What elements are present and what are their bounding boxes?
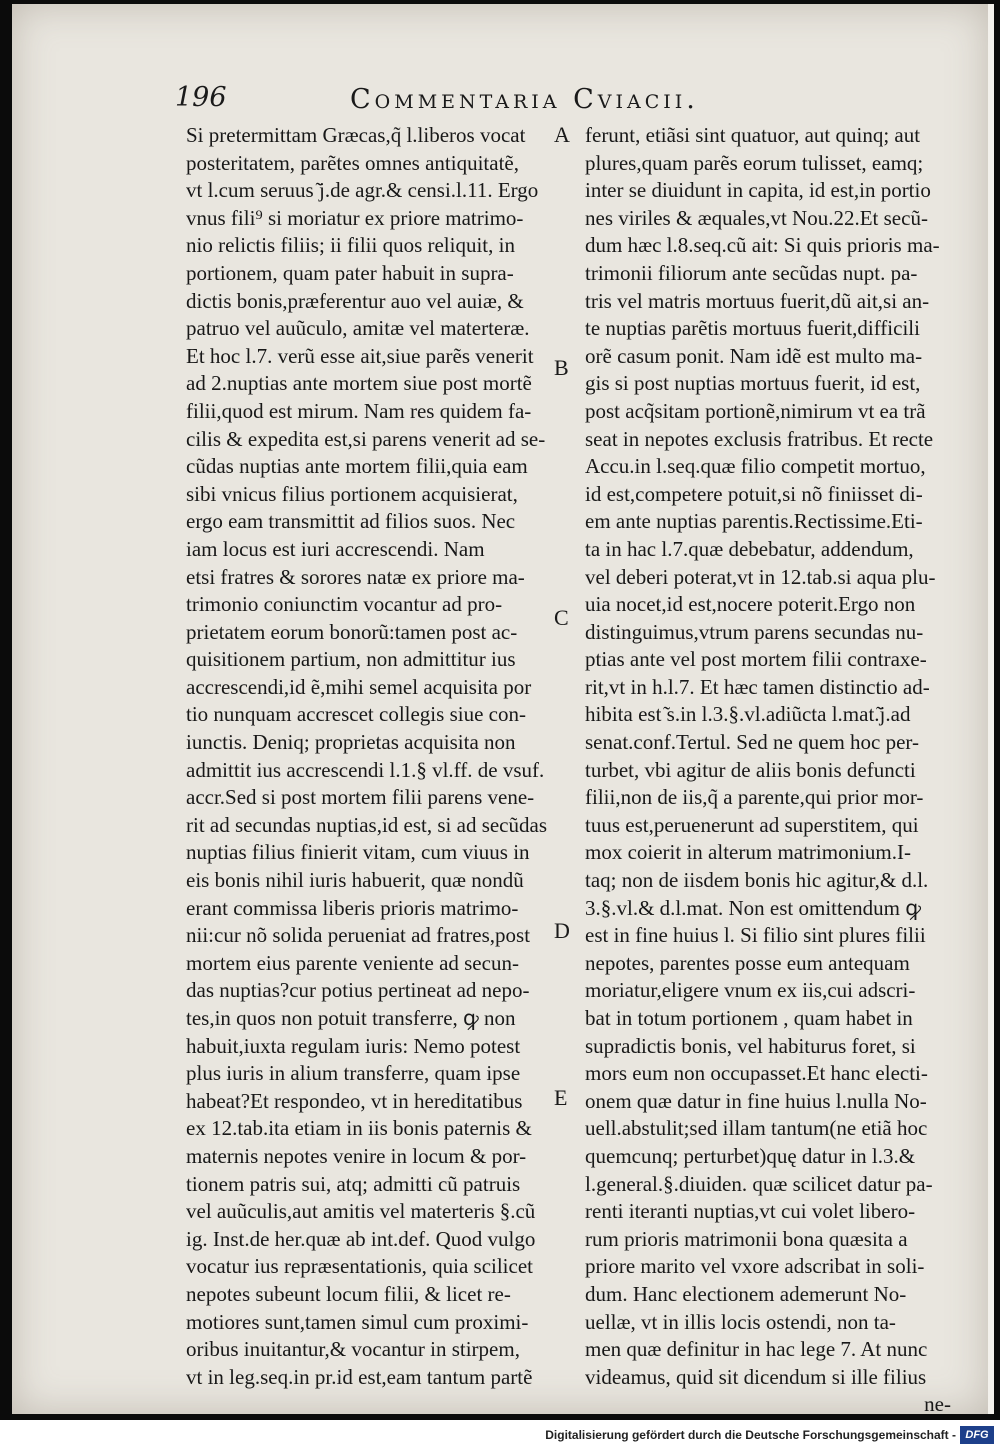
left-column-line: maternis nepotes venire in locum & por- bbox=[186, 1143, 527, 1168]
right-column-line: tuus est,peruenerunt ad superstitem, qui bbox=[585, 812, 919, 837]
right-column-line: gis si post nuptias mortuus fuerit, id est, bbox=[585, 371, 921, 396]
left-column-line: ig. Inst.de her.quæ ab int.def. Quod vulgo bbox=[186, 1226, 536, 1251]
left-column-line: vt l.cum seruus ͂j.de agr.& censi.l.11. Ergo bbox=[186, 178, 539, 203]
left-column-line: nio relictis filiis; ii filii quos reliquit, in bbox=[186, 233, 515, 258]
left-column-line: ex 12.tab.ita etiam in iis bonis paternis & bbox=[186, 1116, 532, 1141]
right-column-line: nes viriles & æquales,vt Nou.22.Et secũ- bbox=[585, 205, 928, 230]
left-column-line: filii,quod est mirum. Nam res quidem fa- bbox=[186, 398, 532, 423]
right-column-line: est in fine huius l. Si filio sint plures filii bbox=[585, 923, 926, 948]
left-column-line: Si pretermittam Græcas,q̃ l.liberos vocat bbox=[186, 123, 526, 147]
right-column-line: seat in nepotes exclusis fratribus. Et recte bbox=[585, 426, 934, 451]
right-column-line: renti iteranti nuptias,vt cui volet libero- bbox=[585, 1199, 916, 1224]
catchword: ne- bbox=[924, 1392, 951, 1417]
left-column-line: vel auũculis,aut amitis vel materteris §.cũ bbox=[186, 1199, 536, 1224]
left-column-line: posteritatem, parẽtes omnes antiquitatẽ, bbox=[186, 150, 519, 175]
left-column-line: trimonio coniunctim vocantur ad pro- bbox=[186, 592, 503, 617]
left-column-line: habuit,iuxta regulam iuris: Nemo potest bbox=[186, 1033, 521, 1058]
left-column-line: vt in leg.seq.in pr.id est,eam tantum partẽ bbox=[186, 1364, 533, 1389]
right-column-line: em ante nuptias parentis.Rectissime.Eti- bbox=[585, 509, 923, 534]
right-column-line: inter se diuidunt in capita, id est,in portio bbox=[585, 178, 931, 203]
right-column-line: rit,vt in h.l.7. Et hæc tamen distinctio ad- bbox=[585, 674, 930, 699]
left-column-line: cũdas nuptias ante mortem filii,quia eam bbox=[186, 454, 528, 479]
running-title: Commentaria Cviacii. bbox=[350, 84, 699, 115]
dfg-logo: DFG bbox=[960, 1426, 994, 1444]
right-column-line: id est,competere potuit,si nõ finiisset di- bbox=[585, 481, 923, 506]
right-column-line: vel deberi poterat,vt in 12.tab.si aqua plu- bbox=[585, 564, 936, 589]
right-column-line: mox coierit in alterum matrimonium.I- bbox=[585, 840, 912, 865]
left-column-line: das nuptias?cur potius pertineat ad nepo- bbox=[186, 978, 530, 1003]
right-column-line: post acq̃sitam portionẽ,nimirum vt ea trã bbox=[585, 398, 926, 423]
left-column-line: habeat?Et respondeo, vt in hereditatibus bbox=[186, 1088, 523, 1113]
right-column-line: bat in totum portionem , quam habet in bbox=[585, 1006, 913, 1030]
right-column-line: tris vel matris mortuus fuerit,dũ ait,si an- bbox=[585, 288, 930, 313]
right-column-line: uia nocet,id est,nocere poterit.Ergo non bbox=[585, 592, 916, 617]
left-column-line: cilis & expedita est,si parens venerit ad se- bbox=[186, 426, 546, 451]
left-column-line: patruo vel auũculo, amitæ vel materteræ. bbox=[186, 316, 530, 341]
left-text-column bbox=[186, 122, 556, 1391]
left-column-line: sibi vnicus filius portionem acquisierat, bbox=[186, 481, 518, 506]
right-column-line: uellæ, vt in illis locis ostendi, non ta- bbox=[585, 1309, 896, 1334]
left-column-line: mortem eius parente veniente ad secun- bbox=[186, 950, 519, 975]
right-column-line: supradictis bonis, vel habiturus foret, si bbox=[585, 1033, 916, 1058]
left-column-line: Et hoc l.7. verũ esse ait,siue parẽs venerit bbox=[186, 343, 534, 368]
margin-marker-b: B bbox=[554, 355, 569, 380]
left-column-line: motiores sunt,tamen simul cum proximi- bbox=[186, 1309, 529, 1334]
left-column-line: rit ad secundas nuptias,id est, si ad secũdas bbox=[186, 812, 547, 837]
right-column-line: orẽ casum ponit. Nam idẽ est multo ma- bbox=[585, 343, 923, 368]
right-column-line: ptias ante vel post mortem filii contraxe- bbox=[585, 647, 927, 672]
margin-marker-c: C bbox=[554, 605, 569, 630]
right-column-line: ferunt, etiãsi sint quatuor, aut quinq; aut bbox=[585, 123, 921, 147]
funding-credit: Digitalisierung gefördert durch die Deutsche Forschungsgemeinschaft - bbox=[545, 1428, 956, 1442]
right-column-line: distinguimus,vtrum parens secundas nu- bbox=[585, 619, 924, 644]
right-column-line: uell.abstulit;sed illam tantum(ne etiã hoc bbox=[585, 1116, 928, 1141]
running-head bbox=[175, 82, 955, 122]
left-column-line: admittit ius accrescendi l.1.§ vl.ff. de vsuf. bbox=[186, 757, 545, 782]
right-column-line: rum prioris matrimonii bona quæsita a bbox=[585, 1226, 908, 1251]
right-column-line: senat.conf.Tertul. Sed ne quem hoc per- bbox=[585, 730, 919, 755]
right-column-line: nepotes, parentes posse eum antequam bbox=[585, 950, 910, 975]
left-column-line: erant commissa liberis prioris matrimo- bbox=[186, 895, 519, 920]
left-column-line: vocatur ius repræsentationis, quia scilicet bbox=[186, 1254, 533, 1279]
left-column-line: vnus fili⁹ si moriatur ex priore matrimo- bbox=[186, 205, 524, 230]
page-number: 196 bbox=[175, 82, 227, 113]
left-column-line: tes,in quos non potuit transferre, ꝙ non bbox=[186, 1006, 516, 1030]
left-column-line: oribus inuitantur,& vocantur in stirpem, bbox=[186, 1337, 520, 1362]
left-column-line: etsi fratres & sorores natæ ex priore ma- bbox=[186, 564, 525, 589]
right-column-line: priore marito vel vxore adscribat in soli- bbox=[585, 1254, 925, 1279]
left-column-line: nepotes subeunt locum filii, & licet re- bbox=[186, 1281, 511, 1306]
left-column-line: ergo eam transmittit ad filios suos. Nec bbox=[186, 509, 516, 534]
left-column-line: prietatem eorum bonorũ:tamen post ac- bbox=[186, 619, 518, 644]
left-column-line: nuptias filius finierit vitam, cum viuus in bbox=[186, 840, 530, 865]
right-column-line: te nuptias parẽtis mortuus fuerit,difficili bbox=[585, 316, 920, 341]
left-column-line: plus iuris in alium transferre, quam ipse bbox=[186, 1061, 521, 1086]
right-column-line: plures,quam parẽs eorum tulisset, eamq; bbox=[585, 150, 924, 175]
right-column-line: 3.§.vl.& d.l.mat. Non est omittendum ꝙ bbox=[585, 895, 922, 920]
left-column-line: tio nunquam accrescet collegis siue con- bbox=[186, 702, 526, 727]
right-column-line: l.general.§.diuiden. quæ scilicet datur pa- bbox=[585, 1171, 933, 1196]
left-column-line: quisitionem partium, non admittitur ius bbox=[186, 647, 516, 672]
left-column-line: iunctis. Deniq; proprietas acquisita non bbox=[186, 730, 516, 755]
margin-marker-d: D bbox=[554, 918, 570, 943]
margin-marker-e: E bbox=[554, 1085, 568, 1110]
right-column-line: taq; non de iisdem bonis hic agitur,& d.l. bbox=[585, 868, 929, 893]
right-column-line: hibita est ͂s.in l.3.§.vl.adiũcta l.mat.͂j.ad bbox=[585, 702, 911, 727]
right-column-line: onem quæ datur in fine huius l.nulla No- bbox=[585, 1088, 927, 1113]
right-column-line: mors eum non occupasset.Et hanc electi- bbox=[585, 1061, 928, 1086]
left-column-line: iam locus est iuri accrescendi. Nam bbox=[186, 536, 485, 561]
right-column-line: filii,non de iis,q̃ a parente,qui prior mor- bbox=[585, 785, 924, 810]
right-column-line: ta in hac l.7.quæ debebatur, addendum, bbox=[585, 536, 914, 561]
left-column-line: portionem, quam pater habuit in supra- bbox=[186, 260, 514, 285]
right-column-line: trimonii filiorum ante secũdas nupt. pa- bbox=[585, 260, 918, 285]
right-column-line: dum. Hanc electionem ademerunt No- bbox=[585, 1281, 907, 1306]
left-column-line: eis bonis nihil iuris habuerit, quæ nondũ bbox=[186, 868, 524, 893]
left-column-line: nii:cur nõ solida perueniat ad fratres,post bbox=[186, 923, 531, 948]
left-column-line: accrescendi,id ẽ,mihi semel acquisita por bbox=[186, 674, 532, 699]
right-column-line: men quæ definitur in hac lege 7. At nunc bbox=[585, 1337, 928, 1362]
right-column-line: moriatur,eligere vnum ex iis,cui adscri- bbox=[585, 978, 916, 1003]
right-text-column bbox=[585, 122, 955, 1419]
right-column-line: Accu.in l.seq.quæ filio competit mortuo, bbox=[585, 454, 926, 479]
margin-marker-a: A bbox=[554, 122, 570, 147]
digitization-footer bbox=[0, 1420, 1000, 1452]
right-column-line: quemcunq; perturbet)quę datur in l.3.& bbox=[585, 1143, 916, 1168]
left-column-line: ad 2.nuptias ante mortem siue post mortẽ bbox=[186, 371, 532, 396]
left-column-line: dictis bonis,præferentur auo vel auiæ, & bbox=[186, 288, 524, 313]
right-column-line: turbet, vbi agitur de aliis bonis defuncti bbox=[585, 757, 916, 782]
left-column-line: tionem patris sui, atq; admitti cũ patruis bbox=[186, 1171, 521, 1196]
right-column-line: dum hæc l.8.seq.cũ ait: Si quis prioris ma- bbox=[585, 233, 940, 258]
right-column-line: videamus, quid sit dicendum si ille filius bbox=[585, 1364, 927, 1389]
left-column-line: accr.Sed si post mortem filii parens vene- bbox=[186, 785, 535, 810]
